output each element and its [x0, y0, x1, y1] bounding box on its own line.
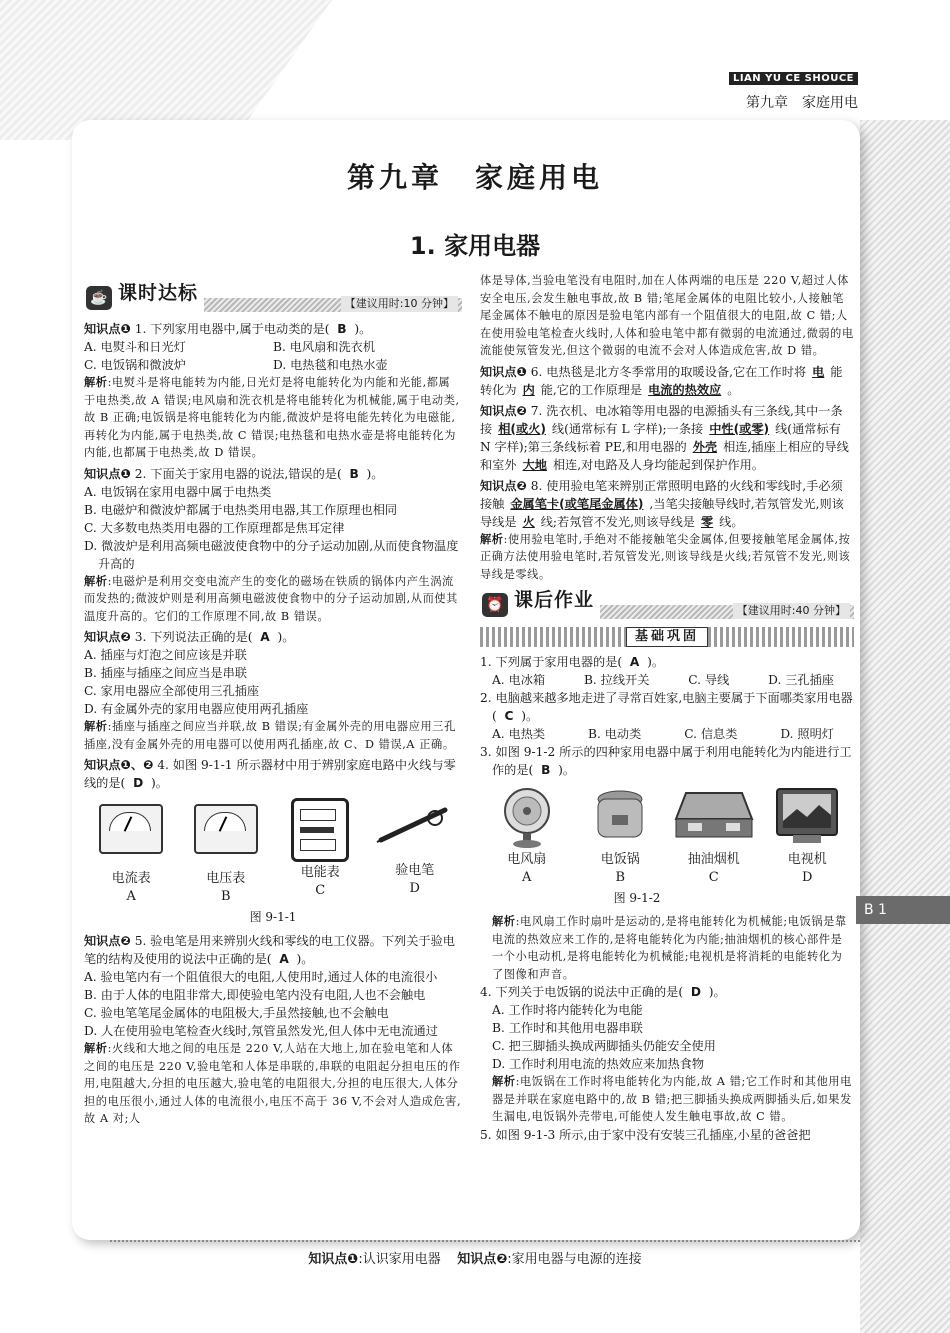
q1-options-row2: C. 电饭锅和微波炉 D. 电热毯和电热水壶 [84, 358, 388, 372]
h1-options: A. 电冰箱 B. 拉线开关 C. 导线 D. 三孔插座 [492, 673, 834, 687]
chapter-title: 第九章 家庭用电 [346, 161, 603, 194]
page-tab: B 1 [856, 896, 950, 924]
range-hood-icon [672, 785, 756, 849]
test-pen-icon [375, 796, 455, 856]
figure-item-range-hood: 抽油烟机 C [669, 785, 759, 887]
question-2: 知识点❶ 2. 下面关于家用电器的说法,错误的是( B )。 [84, 466, 384, 481]
figure-caption: 图 9-1-2 [613, 891, 661, 905]
rice-cooker-icon [592, 785, 648, 849]
q3-option-b: B. 插座与插座之间应当是串联 [84, 666, 247, 680]
question-3: 知识点❷ 3. 下列说法正确的是( A )。 [84, 630, 295, 644]
footer-divider [110, 1240, 860, 1242]
fan-icon [499, 785, 555, 849]
clock-icon: ⏰ [482, 593, 508, 617]
left-column [84, 282, 462, 1128]
question-1: 知识点❶ 1. 下列家用电器中,属于电动类的是( B )。 [84, 322, 372, 336]
h4-option-c: C. 把三脚插头换成两脚插头仍能安全使用 [492, 1039, 716, 1053]
homework-4: 4. 下列关于电饭锅的说法中正确的是( D )。 [480, 985, 726, 999]
footer-legend: 知识点❶:认识家用电器 知识点❷:家用电器与电源的连接 [308, 1252, 642, 1267]
q2-option-d: D. 微波炉是利用高频电磁波使食物中的分子运动加剧,从而使食物温度升高的 [84, 538, 459, 571]
banner-label: 课后作业 [514, 589, 595, 611]
q2-option-b: B. 电磁炉和微波炉都属于电热类用电器,其工作原理也相同 [84, 502, 398, 517]
q3-analysis: 解析:插座与插座之间应当并联,故 B 错误;有金属外壳的用电器应用三孔插座,没有金属外壳的用电器可以使用两孔插座,故 C、D 错误,A 正确。 [84, 720, 456, 751]
figure-item-fan: 电风扇 A [482, 785, 572, 887]
figure-caption: 图 9-1-1 [249, 910, 297, 924]
basic-consolidation-bar [480, 627, 854, 647]
running-header: 第九章 家庭用电 [746, 95, 858, 111]
figure-9-1-1 [84, 796, 462, 906]
subbar-label: 基础巩固 [626, 627, 708, 647]
figure-item-energy-meter: 电能表 C [275, 796, 366, 906]
h4-analysis: 解析:电饭锅在工作时将电能转化为内能,故 A 错;它工作时和其他用电器是并联在家庭电路中的,故 B 错;把三脚插头换成两脚插头后,如果发生漏电,电饭锅外壳带电,可能使人发生触电事故,故 C 错。 [492, 1075, 852, 1123]
q5-option-d: D. 人在使用验电笔检查火线时,氖管虽然发光,但人体中无电流通过 [84, 1024, 438, 1038]
series-tag: LIAN YU CE SHOUCE [729, 72, 858, 85]
figure-item-rice-cooker: 电饭锅 B [575, 785, 665, 887]
homework-1: 1. 下列属于家用电器的是( A )。 [480, 655, 665, 669]
figure-item-test-pen: 验电笔 D [369, 796, 460, 906]
q5-analysis: 解析:火线和大地之间的电压是 220 V,人站在大地上,加在验电笔和人体之间的电压是 220 V,验电笔和人体是串联的,串联的电阻起分担电压的作用,电阻越大,分担的电压越大,验电笔的电阻很大,分担的电压很大,人体分担的电压很小,通过人体的电流很小,电压不高于 36 V,不会对人造成危害,故 A 对;人 [84, 1042, 462, 1125]
q2-option-c: C. 大多数电热类用电器的工作原理都是焦耳定律 [84, 520, 345, 535]
energy-meter-icon [291, 798, 349, 862]
q8-analysis: 解析:使用验电笔时,手绝对不能接触笔尖金属体,但要接触笔尾金属体,按正确方法使用验电笔时,若氖管发光,则该导线是火线;若氖管不发光,则该导线是零线。 [480, 532, 851, 581]
h2-options: A. 电热类 B. 电动类 C. 信息类 D. 照明灯 [492, 727, 834, 741]
banner-label: 课时达标 [118, 282, 199, 304]
h4-option-b: B. 工作时和其他用电器串联 [492, 1021, 643, 1035]
q3-option-a: A. 插座与灯泡之间应该是并联 [84, 648, 247, 662]
banner-class-target [84, 284, 462, 314]
q1-options-row1: A. 电熨斗和日光灯 B. 电风扇和洗衣机 [84, 340, 376, 354]
h4-option-a: A. 工作时将内能转化为电能 [492, 1003, 643, 1017]
question-7: 知识点❷ 7. 洗衣机、电冰箱等用电器的电源插头有三条线,其中一条接 相(或火) 线(通常标有 L 字样);一条接 中性(或零) 线(通常标有 N 字样);第三条线标着 PE,和用电器的 外壳 相连,插座上相应的导线和室外 大地 相连,对电路及人身均能起到保护作用。 [480, 403, 849, 472]
figure-item-tv: 电视机 D [762, 785, 852, 887]
voltmeter-icon [194, 804, 258, 854]
banner-homework [480, 591, 854, 621]
tv-icon [773, 785, 841, 849]
question-5: 知识点❷ 5. 验电笔是用来辨别火线和零线的电工仪器。下列关于验电笔的结构及使用的说法中正确的是( A )。 [84, 934, 455, 966]
figure-item-voltmeter: 电压表 B [180, 796, 271, 906]
q3-option-c: C. 家用电器应全部使用三孔插座 [84, 684, 260, 698]
homework-5: 5. 如图 9-1-3 所示,由于家中没有安装三孔插座,小星的爸爸把 [480, 1127, 811, 1142]
q5-analysis-continued: 体是导体,当验电笔没有电阻时,加在人体两端的电压是 220 V,超过人体安全电压,会发生触电事故,故 B 错;笔尾金属体的电阻比较小,人接触笔尾金属体不触电的原因是验电笔内部有一个阻值很大的电阻,故 C 错;人在使用验电笔检查火线时,人体和验电笔中都有微弱的电流通过,微弱的电流能使氖管发光,但这个微弱的电流不会对人体造成危害,故 D 错。 [480, 274, 854, 357]
right-column [480, 272, 854, 1144]
question-4: 知识点❶、❷ 4. 如图 9-1-1 所示器材中用于辨别家庭电路中火线与零线的是( D )。 [84, 758, 456, 790]
homework-2: 2. 电脑越来越多地走进了寻常百姓家,电脑主要属于下面哪类家用电器( C )。 [480, 691, 853, 723]
q1-analysis: 解析:电熨斗是将电能转为内能,日光灯是将电能转化为内能和光能,都属于电热类,故 A 错误;电风扇和洗衣机是将电能转化为机械能,属于电动类,故 B 正确;电饭锅是将电能转化为内能,微波炉是将电能先转化为电磁能,再转化为内能,属于电热类,故 C 错误;电热毯和电热水壶是将电能转化为内能,也都属于电热类,故 D 错误。 [84, 376, 460, 459]
banner-time: 【建议用时:40 分钟】 [733, 603, 850, 619]
ammeter-icon [99, 804, 163, 854]
q5-option-b: B. 由于人体的电阻非常大,即使验电笔内没有电阻,人也不会触电 [84, 988, 426, 1002]
h3-analysis: 解析:电风扇工作时扇叶是运动的,是将电能转化为机械能;电饭锅是靠电流的热效应来工作的,是将电能转化为内能;抽油烟机的核心部件是一个小电动机,是将电能转化为机械能;电视机是将消耗的电能转化为了图像和声音。 [492, 915, 847, 981]
q2-option-a: A. 电饭锅在家用电器中属于电热类 [84, 484, 272, 499]
figure-item-ammeter: 电流表 A [86, 796, 177, 906]
figure-9-1-2 [480, 785, 854, 887]
question-8: 知识点❷ 8. 使用验电笔来辨别正常照明电路的火线和零线时,手必须接触 金属笔卡(或笔尾金属体) ,当笔尖接触导线时,若氖管发光,则该导线是 火 线;若氖管不发光,则该导线是 零 线。 [480, 478, 844, 529]
q3-option-d: D. 有金属外壳的家用电器应使用两孔插座 [84, 702, 309, 716]
homework-3: 3. 如图 9-1-2 所示的四种家用电器中属于利用电能转化为内能进行工作的是( B )。 [480, 745, 852, 777]
cup-icon: ☕ [86, 286, 112, 310]
question-6: 知识点❶ 6. 电热毯是北方冬季常用的取暖设备,它在工作时将 电 能转化为 内 能,它的工作原理是 电流的热效应 。 [480, 364, 843, 397]
q5-option-a: A. 验电笔内有一个阻值很大的电阻,人使用时,通过人体的电流很小 [84, 970, 438, 984]
h4-option-d: D. 工作时利用电流的热效应来加热食物 [492, 1057, 705, 1071]
banner-time: 【建议用时:10 分钟】 [341, 296, 458, 312]
q2-analysis: 解析:电磁炉是利用交变电流产生的变化的磁场在铁质的锅体内产生涡流而发热的;微波炉则是利用高频电磁波使食物中的分子运动加剧,从而使其温度升高的。它们的工作原理不同,故 B 错误。 [84, 574, 458, 623]
side-strip [860, 120, 950, 1333]
q5-option-c: C. 验电笔笔尾金属体的电阻极大,手虽然接触,也不会触电 [84, 1006, 389, 1020]
section-title: 1. 家用电器 [409, 232, 541, 260]
